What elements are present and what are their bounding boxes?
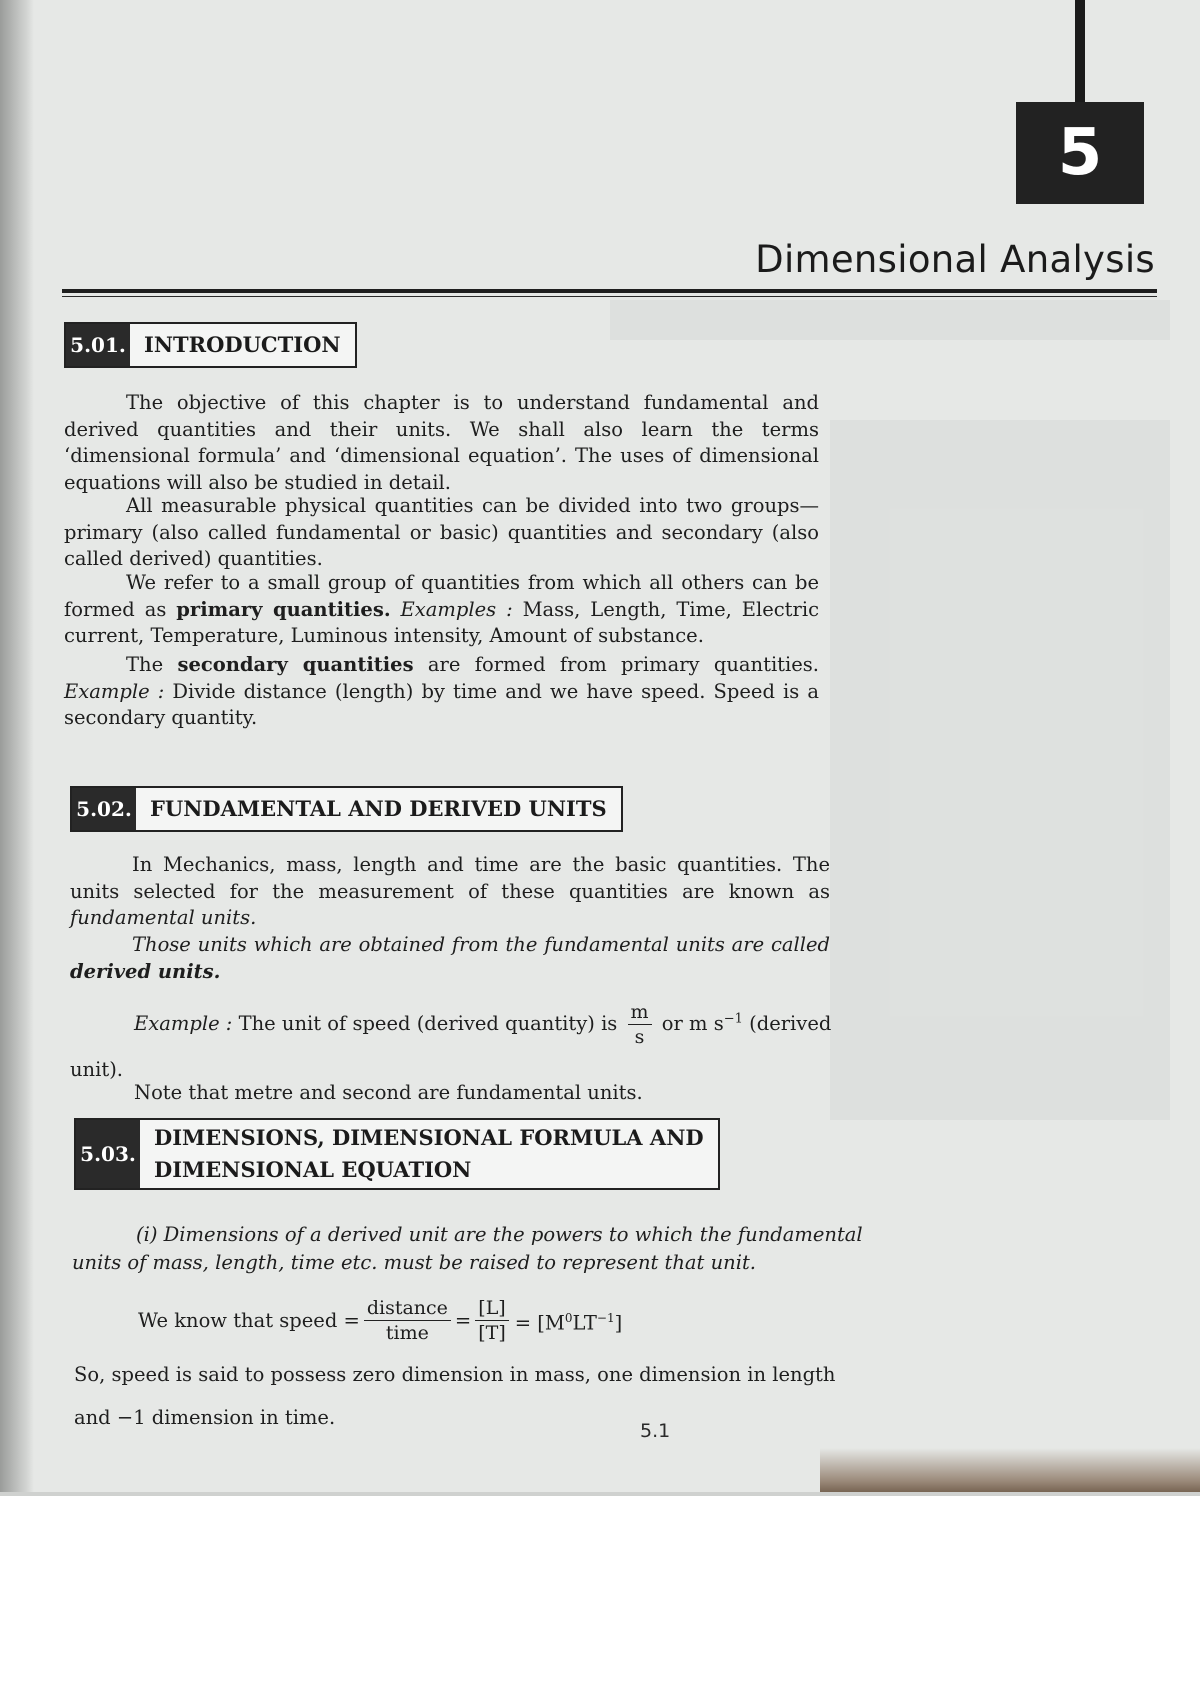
section-number: 5.03. <box>76 1120 140 1188</box>
intro-paragraph-4: The secondary quantities are formed from primary quantities. Example : Divide distance (length) by time and we have speed. Speed is a secondary quantity. <box>64 653 820 729</box>
section-title: DIMENSIONS, DIMENSIONAL FORMULA AND DIMENSIONAL EQUATION <box>154 1125 704 1182</box>
dimensions-definition-line-1: (i) Dimensions of a derived unit are the powers to which the fundamental <box>136 1223 863 1246</box>
section-title: INTRODUCTION <box>144 332 341 357</box>
photo-bottom-edge <box>0 1492 1200 1496</box>
section-number: 5.02. <box>72 788 136 830</box>
chapter-marker-bar <box>1075 0 1085 110</box>
units-paragraph-1: In Mechanics, mass, length and time are the basic quantities. The units selected for the measurement of these quantities are known as fundamental units. <box>70 853 830 929</box>
chapter-number: 5 <box>1016 102 1144 204</box>
bleed-through <box>830 420 1170 1120</box>
chapter-title: Dimensional Analysis <box>755 238 1155 281</box>
intro-paragraph-2: All measurable physical quantities can be divided into two groups—primary (also called fundamental or basic) quantities and secondary (also called derived) quantities. <box>64 494 819 570</box>
desk-edge <box>820 1448 1200 1495</box>
speed-equation: We know that speed = $\frac{\text{distance}}{\text{time}}$ = $\frac{[L]}{[T]}$ = $[M^0LT^{-1}]$ <box>138 1297 623 1344</box>
intro-paragraph-3: We refer to a small group of quantities from which all others can be formed as primary quantities. Examples : Mass, Length, Time, Electric current, Temperature, Luminous intensity, Amount of substance. <box>64 571 819 647</box>
unit-fraction: $\frac{m}{s}$ <box>628 1000 652 1049</box>
title-rule <box>62 289 1157 293</box>
page-number: 5.1 <box>640 1420 671 1442</box>
units-example-close: unit). <box>70 1058 123 1081</box>
section-title: FUNDAMENTAL AND DERIVED UNITS <box>150 796 607 821</box>
section-heading-dimensions <box>74 1118 720 1190</box>
dimensions-conclusion-line-1: So, speed is said to possess zero dimension in mass, one dimension in length <box>74 1363 836 1386</box>
units-example: Example : The unit of speed (derived quantity) is $\frac{m}{s}$ or m $s^{-1}$ (derived <box>134 1001 832 1048</box>
section-heading-units <box>70 786 623 832</box>
title-rule-thin <box>62 296 1157 297</box>
distance-over-time-fraction: $\frac{\text{distance}}{\text{time}}$ <box>364 1296 451 1345</box>
dimensions-conclusion-line-2: and −1 dimension in time. <box>74 1406 336 1429</box>
section-number: 5.01. <box>66 324 130 366</box>
intro-paragraph-1: The objective of this chapter is to understand fundamental and derived quantities and their units. We shall also learn the terms ‘dimensional formula’ and ‘dimensional equation’. The uses of dimensional equations will also be studied in detail. <box>64 391 819 494</box>
bleed-through <box>610 300 1170 340</box>
dimensions-definition-line-2: units of mass, length, time etc. must be raised to represent that unit. <box>72 1251 756 1274</box>
l-over-t-fraction: $\frac{[L]}{[T]}$ <box>475 1296 509 1345</box>
binding-shadow <box>0 0 34 1495</box>
section-heading-introduction <box>64 322 357 368</box>
units-paragraph-2: Those units which are obtained from the fundamental units are called derived units. <box>70 933 830 983</box>
units-note: Note that metre and second are fundamental units. <box>134 1081 643 1104</box>
